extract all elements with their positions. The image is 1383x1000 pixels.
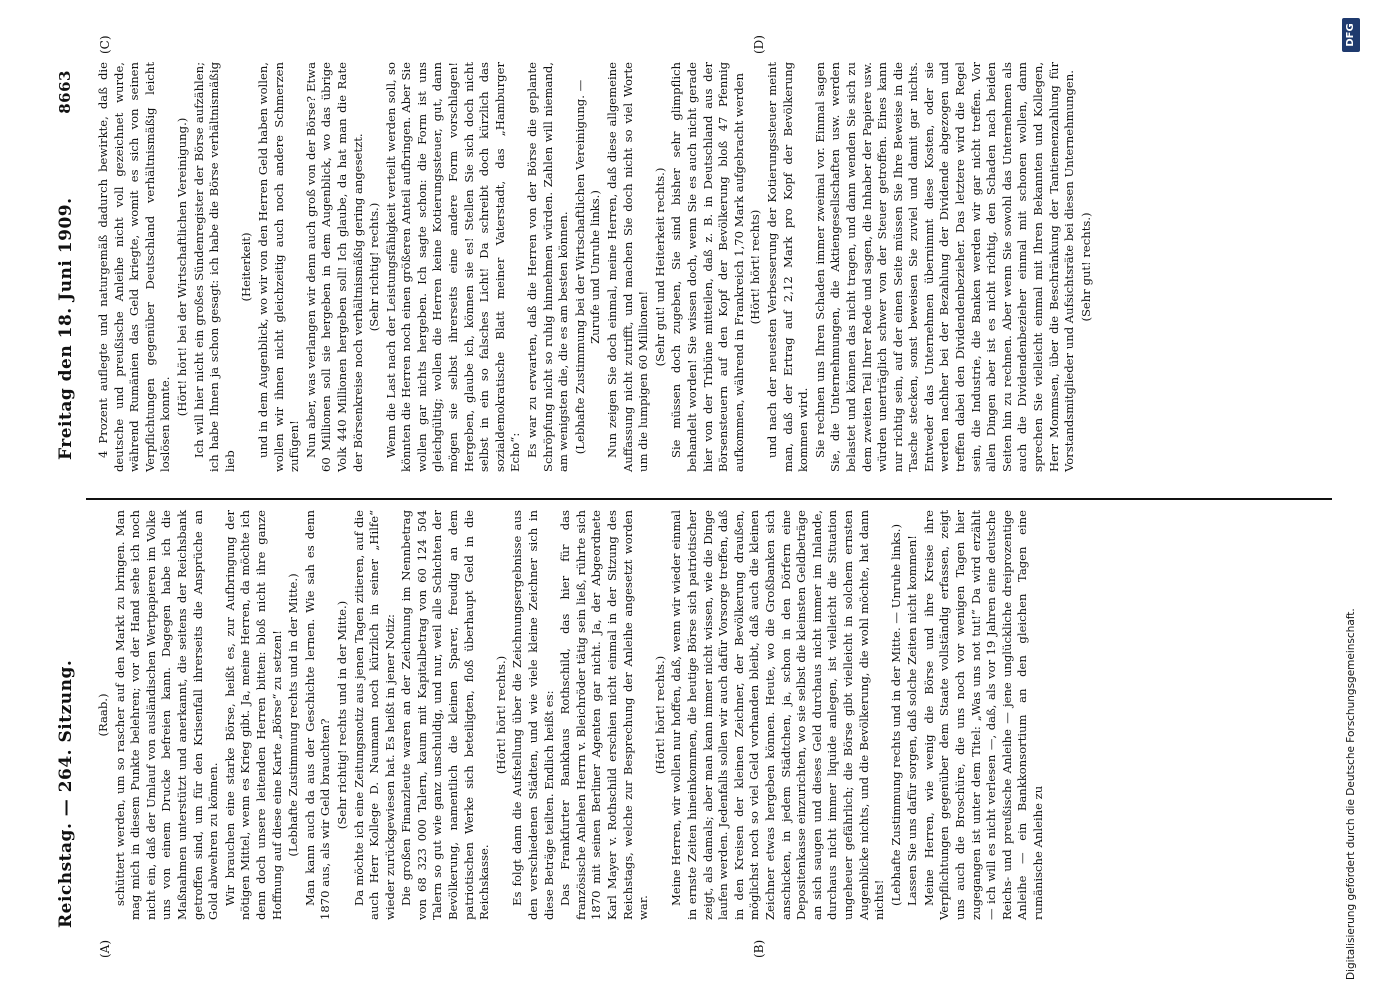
running-head-title: Reichstag. — 264. Sitzung. [56,659,76,928]
paragraph: (Raab.) [96,693,110,737]
paragraph: 4 Prozent auflegte und naturgemäß dadurch bewirkte, daß die deutsche und preußische Anleihe nicht voll gezeichnet wurde, während Rumänien das Geld kriegte, womit es sich von seinen Verpflichtungen gegenüber Deutschland verhältnismäßig leicht loslösen konnte. [96,62,173,472]
running-head-date: Freitag den 18. Juni 1909. [56,197,76,460]
margin-mark-d: (D) [752,35,766,54]
paragraph: Das Frankfurter Bankhaus Rothschild, das hier für das französische Anlehen Herrn v. Bleichröder tätig sein ließ, rührte sich 1870 mit seinen Berliner Agenten gar nicht. Ja, der Abgeordnete Karl Mayer v. Rothschild erschien nicht einmal in der Sitzung des Reichstags, welche zur Besprechung der Anleihe angesetzt worden war. [558,510,651,920]
paragraph: (Sehr richtig! rechts und in der Mitte.) [334,600,349,830]
paragraph: Ich will hier nicht ein großes Sündenregister der Börse aufzählen; ich habe Ihnen ja schon gesagt: ich habe die Börse verhältnismäßig lieb [191,62,237,472]
margin-mark-a: (A) [98,939,112,958]
paragraph: (Hört! hört! bei der Wirtschaftlichen Vereinigung.) [174,117,189,417]
paragraph: Sie rechnen uns Ihren Schaden immer zweimal vor. Einmal sagen Sie, die Unternehmungen, die Aktiengesellschaften usw. werden belastet und können das nicht tragen, und dann wenden Sie sich zu dem zweiten Teil Ihrer Rede und sagen, die Inhaber der Papiere usw. würden unerträglich schwer von der Steuer getroffen. Eines kann nur richtig sein, auf der einen Seite müssen Sie Ihre Beweise in die Tasche stecken, sonst beweisen Sie zuviel und damit gar nichts. Entweder das Unternehmen übernimmt diese Kosten, oder sie werden nachher bei der Bezahlung der Dividende abgezogen und treffen dabei den Dividendenbezieher. Das letztere wird die Regel sein, die Industrie, die Banken werden wir gar nicht treffen. Vor allen Dingen aber ist es nicht richtig, den Schaden nach beiden Seiten hin zu rechnen. Aber wenn Sie sowohl das Unternehmen als auch die Dividendenbezieher einmal mit schonen wollen, dann sprechen Sie vielleicht einmal mit Ihren Bekannten und Kollegen, Herr Mommsen, über die Beschränkung der Tantiemenzahlung für Vorstandsmitglieder und Aufsichtsräte bei diesen Unternehmungen. [812,62,1077,472]
paragraph: (Sehr richtig! rechts.) [367,202,382,332]
paragraph: Nun aber, was verlangen wir denn auch groß von der Börse? Etwa 60 Millionen soll sie hergeben in dem Augenblick, wo das übrige Volk 440 Millionen hergeben soll! Ich glaube, da hat man die Rate der Börsenkreise noch verhältnismäßig gering angesetzt. [303,62,365,472]
right-column [96,62,1095,472]
page-body [52,35,1332,958]
paragraph: (Heiterkeit) [239,232,254,302]
paragraph: Meine Herren, wie wenig die Börse und ihre Kreise ihre Verpflichtungen gegenüber dem Staate vollständig erfassen, zeigt uns auch die Broschüre, die uns noch vor wenigen Tagen hier zugegangen ist unter dem Titel: „Was uns not tut!“ Da wird erzählt — ich will es nicht verlesen —, daß, als vor 19 Jahren eine deutsche Reichs- und preußische Anleihe — jene unglückliche dreiprozentige Anleihe — ein Bankkonsortium an den gleichen Tagen eine rumänische Anleihe zu [921,510,1046,920]
credit-text: Digitalisierung gefördert durch die Deutsche Forschungsgemeinschaft. [1345,608,1357,980]
paragraph: (Sehr gut! rechts.) [1078,212,1093,322]
paragraph: (Sehr gut! und Heiterkeit rechts.) [652,167,667,367]
margin-mark-b: (B) [752,939,766,958]
paragraph: Man kann auch da aus der Geschichte lernen. Wie sah es denn 1870 aus, als wir Geld brauchten? [302,510,333,920]
paragraph: (Lebhafte Zustimmung rechts und in der Mitte. — Unruhe links.) [888,523,903,907]
margin-mark-c: (C) [98,35,112,54]
paragraph: schüttert werden, um so rascher auf den Markt zu bringen. Man mag mich in diesem Punkte belehren; vor der Hand sehe ich noch nicht ein, daß der Umlauf von ausländischen Wertpapieren im Volke uns von einem Drucke befreien kann. Dagegen habe ich die Maßnahmen unterstützt und anerkannt, die seitens der Reichsbank getroffen sind, um für den Krisenfall ihrerseits die Ansprüche an Gold abwehren zu können. [112,510,221,920]
paragraph: und in dem Augenblick, wo wir von den Herren Geld haben wollen, wollen wir ihnen nicht gleichzeitig auch noch andere Schmerzen zufügen! [255,62,302,472]
paragraph: (Hört! hört! rechts.) [652,655,667,775]
paragraph: Nun zeigen Sie doch einmal, meine Herren, daß diese allgemeine Auffassung nicht zutrifft, und machen Sie doch nicht so viel Worte um die lumpigen 60 Millionen! [605,62,651,472]
paragraph: und nach der neuesten Verbesserung der Kotierungssteuer meint man, daß der Ertrag auf 2,12 Mark pro Kopf der Bevölkerung kommen wird. [764,62,811,472]
paragraph: Die großen Finanzleute waren an der Zeichnung im Nennbetrag von 68 323 000 Talern, kaum mit Kapitalbetrag von 60 124 504 Talern so gut wie ganz unschuldig, und nur, weil alle Schichten der Bevölkerung, namentlich die kleinen Sparer, freudig an dem patriotischen Werke sich beteiligten, floß überhaupt Geld in die Reichskasse. [399,510,492,920]
paragraph: Es folgt dann die Aufstellung über die Zeichnungsergebnisse aus den verschiedenen Städten, und wie viele kleine Zeichner sich in diese Beträge teilten. Endlich heißt es: [510,510,556,920]
column-divider [86,498,1332,500]
page-number: 8663 [56,70,74,114]
left-column [96,510,1048,920]
paragraph: Sie müssen doch zugeben, Sie sind bisher sehr glimpflich behandelt worden! Sie wissen doch, wenn Sie es auch nicht gerade hier von der Tribüne mitteilen, daß z. B. in Deutschland aus der Börsensteuern auf den Kopf der Bevölkerung bloß 47 Pfennig aufkommen, während in Frankreich 1,70 Mark aufgebracht werden [669,62,746,472]
paragraph: Wenn die Last nach der Leistungsfähigkeit verteilt werden soll, so könnten die Herren noch einen größeren Anteil aufbringen. Aber Sie wollen gar nichts hergeben. Ich sagte schon: die Form ist uns gleichgültig; wollen die Herren keine Kotierungssteuer, gut, dann mögen sie selbst ihrerseits eine andere Form vorschlagen! Hergeben, glaube ich, können sie es! Stellen Sie sich doch nicht selbst in ein so falsches Licht! Da schreibt doch kürzlich das sozialdemokratische Blatt meiner Vaterstadt, das „Hamburger Echo“: [383,62,523,472]
paragraph: Es war zu erwarten, daß die Herren von der Börse die geplante Schröpfung nicht so ruhig hinnehmen würden. Zahlen will niemand, am wenigsten die, die es am besten können. [525,62,571,472]
digitization-credit [1340,0,1364,1000]
paragraph: (Lebhafte Zustimmung rechts und in der Mitte.) [286,573,301,857]
paragraph: Wir brauchen eine starke Börse, heißt es, zur Aufbringung der nötigen Mittel, wenn es Krieg gibt. Ja, meine Herren, da möchte ich denn doch unsere leitenden Herren bitten: bloß nicht ihre ganze Hoffnung auf diese eine Karte „Börse“ zu setzen! [222,510,284,920]
running-head [52,60,84,938]
paragraph: Da möchte ich eine Zeitungsnotiz aus jenen Tagen zitieren, auf die auch Herr Kollege D. Naumann noch kürzlich in seiner „Hilfe“ wieder zurückgewiesen hat. Es heißt in jener Notiz: [351,510,397,920]
paragraph: (Hört! hört! rechts.) [493,655,508,775]
paragraph: Lassen Sie uns dafür sorgen, daß solche Zeiten nicht kommen! [905,535,920,906]
paragraph: Meine Herren, wir wollen nur hoffen, daß, wenn wir wieder einmal in ernste Zeiten hineinkommen, die heutige Börse sich patriotischer zeigt, als damals; aber man kann immer nicht wissen, wie die Dinge laufen werden. Jedenfalls sollen wir auch dafür Vorsorge treffen, daß in den Kreisen der kleinen Zeichner, der Bevölkerung draußen, möglichst noch so viel Geld vorhanden bleibt, daß auch die kleinen Zeichner etwas hergeben können. Heute, wo die Großbanken sich anschicken, in jedem Städtchen, ja, schon in den Dörfern eine Depositenkasse einzurichten, wo sie selbst die kleinsten Geldbeträge an sich saugen und dieses Geld durchaus nicht immer im Inlande, durchaus nicht immer liquide anlegen, ist vielleicht die Situation ungeheuer gefährlich; die Börse gibt vielleicht in solchem ernsten Augenblicke nichts, und die Bevölkerung, die wohl möchte, hat dann nichts! [669,510,887,920]
dfg-logo: DFG [1342,18,1360,52]
paragraph: (Hört! hört! rechts) [748,209,763,325]
paragraph: (Lebhafte Zustimmung bei der Wirtschaftlichen Vereinigung. — Zurufe und Unruhe links.) [572,79,603,455]
